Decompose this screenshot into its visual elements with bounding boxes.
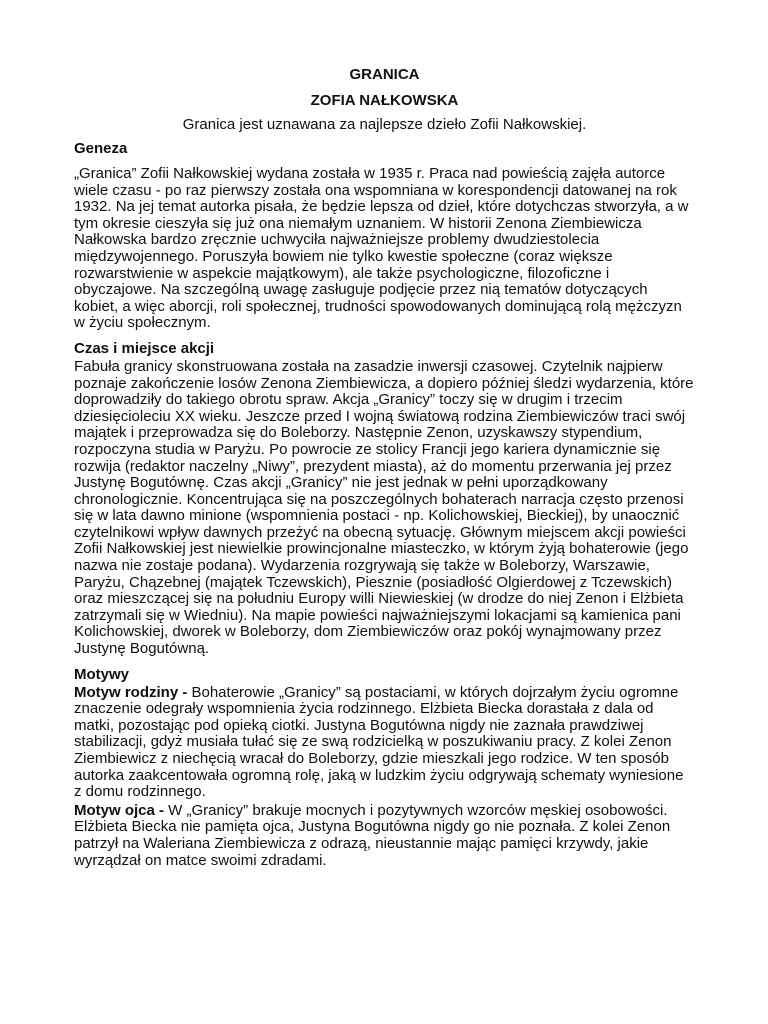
section-heading-czas-i-miejsce: Czas i miejsce akcji [74,339,215,357]
section-heading-motywy: Motywy [74,665,130,683]
section-heading-geneza: Geneza [74,140,128,157]
document-lead: Granica jest uznawana za najlepsze dzieło Zofii Nałkowskiej. [182,116,587,133]
document-author: ZOFIA NAŁKOWSKA [310,92,459,109]
motif-label-rodzina: Motyw rodziny - [74,683,188,701]
motif-text-ojciec: W „Granicy” brakuje mocnych i pozytywnych wzorców męskiej osobowości. Elżbieta Biecka nie pamięta ojca, Justyna Bogutówna nigdy go nie poznała. Z kolei Zenon patrzył na Waleriana Ziembiewicza z odrazą, nieustannie mając pamięci krzywdy, jakie wyrządzał on matce swoimi zdradami. [74,801,671,869]
section-text-czas-i-miejsce: Fabuła granicy skonstruowana została na zasadzie inwersji czasowej. Czytelnik najpierw poznaje zakończenie losów Zenona Ziembiewicza, a dopiero później śledzi wydarzenia, które doprowadziły do takiego obrotu spraw. Akcja „Granicy” toczy się w drugim i trzecim dziesięcioleciu XX wieku. Jeszcze przed I wojną światową rodzina Ziembiewiczów traci swój majątek i przeprowadza się do Boleborzy. Następnie Zenon, uzyskawszy stypendium, rozpoczyna studia w Paryżu. Po powrocie ze stolicy Francji jego kariera dynamicznie się rozwija (redaktor naczelny „Niwy”, prezydent miasta), aż do momentu przerwania jej przez Justynę Bogutównę. Czas akcji „Granicy” nie jest jednak w pełni uporządkowany chronologicznie. Koncentrująca się na poszczególnych bohaterach narracja często przenosi się w lata dawno minione (wspomnienia postaci - np. Kolichowskiej, Bieckiej), by unaocznić czytelnikowi wpływ dawnych przeżyć na obecną sytuację. Głównym miejscem akcji powieści Zofii Nałkowskiej jest niewielkie prowincjonalne miasteczko, w którym żyją bohaterowie (jego nazwa nie zostaje podana). Wydarzenia rozgrywają się także w Boleborzy, Warszawie, Paryżu, Chązebnej (majątek Tczewskich), Piesznie (posiadłość Olgierdowej z Tczewskich) oraz mieszczącej się na południu Europy willi Niewieskiej (w drodze do niej Zenon i Elżbieta zatrzymali się w Wiedniu). Na mapie powieści najważniejszymi lokacjami są kamienica pani Kolichowskiej, dworek w Boleborzy, dom Ziembiewiczów oraz pokój wynajmowany przez Justynę Bogutówną. [74,357,694,658]
motif-label-ojciec: Motyw ojca - [74,801,165,819]
section-text-geneza: „Granica” Zofii Nałkowskiej wydana została w 1935 r. Praca nad powieścią zajęła autorce wiele czasu - po raz pierwszy została ona wspomniana w korespondencji datowanej na rok 1932. Na jej temat autorka pisała, że będzie lepsza od dzieł, które dotychczas stworzyła, a w tym okresie cieszyła się już ona niemałym uznaniem. W historii Zenona Ziembiewicza Nałkowska bardzo zręcznie uchwyciła najważniejsze problemy dwudziestolecia międzywojennego. Poruszyła bowiem nie tylko kwestie społeczne (coraz większe rozwarstwienie w aspekcie majątkowym), ale także psychologiczne, filozoficzne i obyczajowe. Na szczególną uwagę zasługuje podjęcie przez nią tematów dotyczących kobiet, a więc aborcji, roli społecznej, trudności spowodowanych dominującą rolą mężczyzn w życiu społecznym. [74,165,689,332]
motif-paragraph-ojciec [74,803,695,869]
motif-paragraph-rodzina [74,685,695,801]
document-title: GRANICA [349,66,420,83]
motif-text-rodzina: Bohaterowie „Granicy” są postaciami, w których dojrzałym życiu ogromne znaczenie odegrały wspomnienia życia rodzinnego. Elżbieta Biecka dorastała z dala od matki, pozostając pod opieką ciotki. Justyna Bogutówna nigdy nie zaznała prawdziwej stabilizacji, gdyż musiała tułać się ze swą rodzicielką w poszukiwaniu pracy. Z kolei Zenon Ziembiewicz z niechęcią wracał do Boleborzy, gdzie mieszkali jego rodzice. W ten sposób autorka zaakcentowała ogromną rolę, jaką w ludzkim życiu odgrywają schematy wyniesione z domu rodzinnego. [74,683,684,801]
